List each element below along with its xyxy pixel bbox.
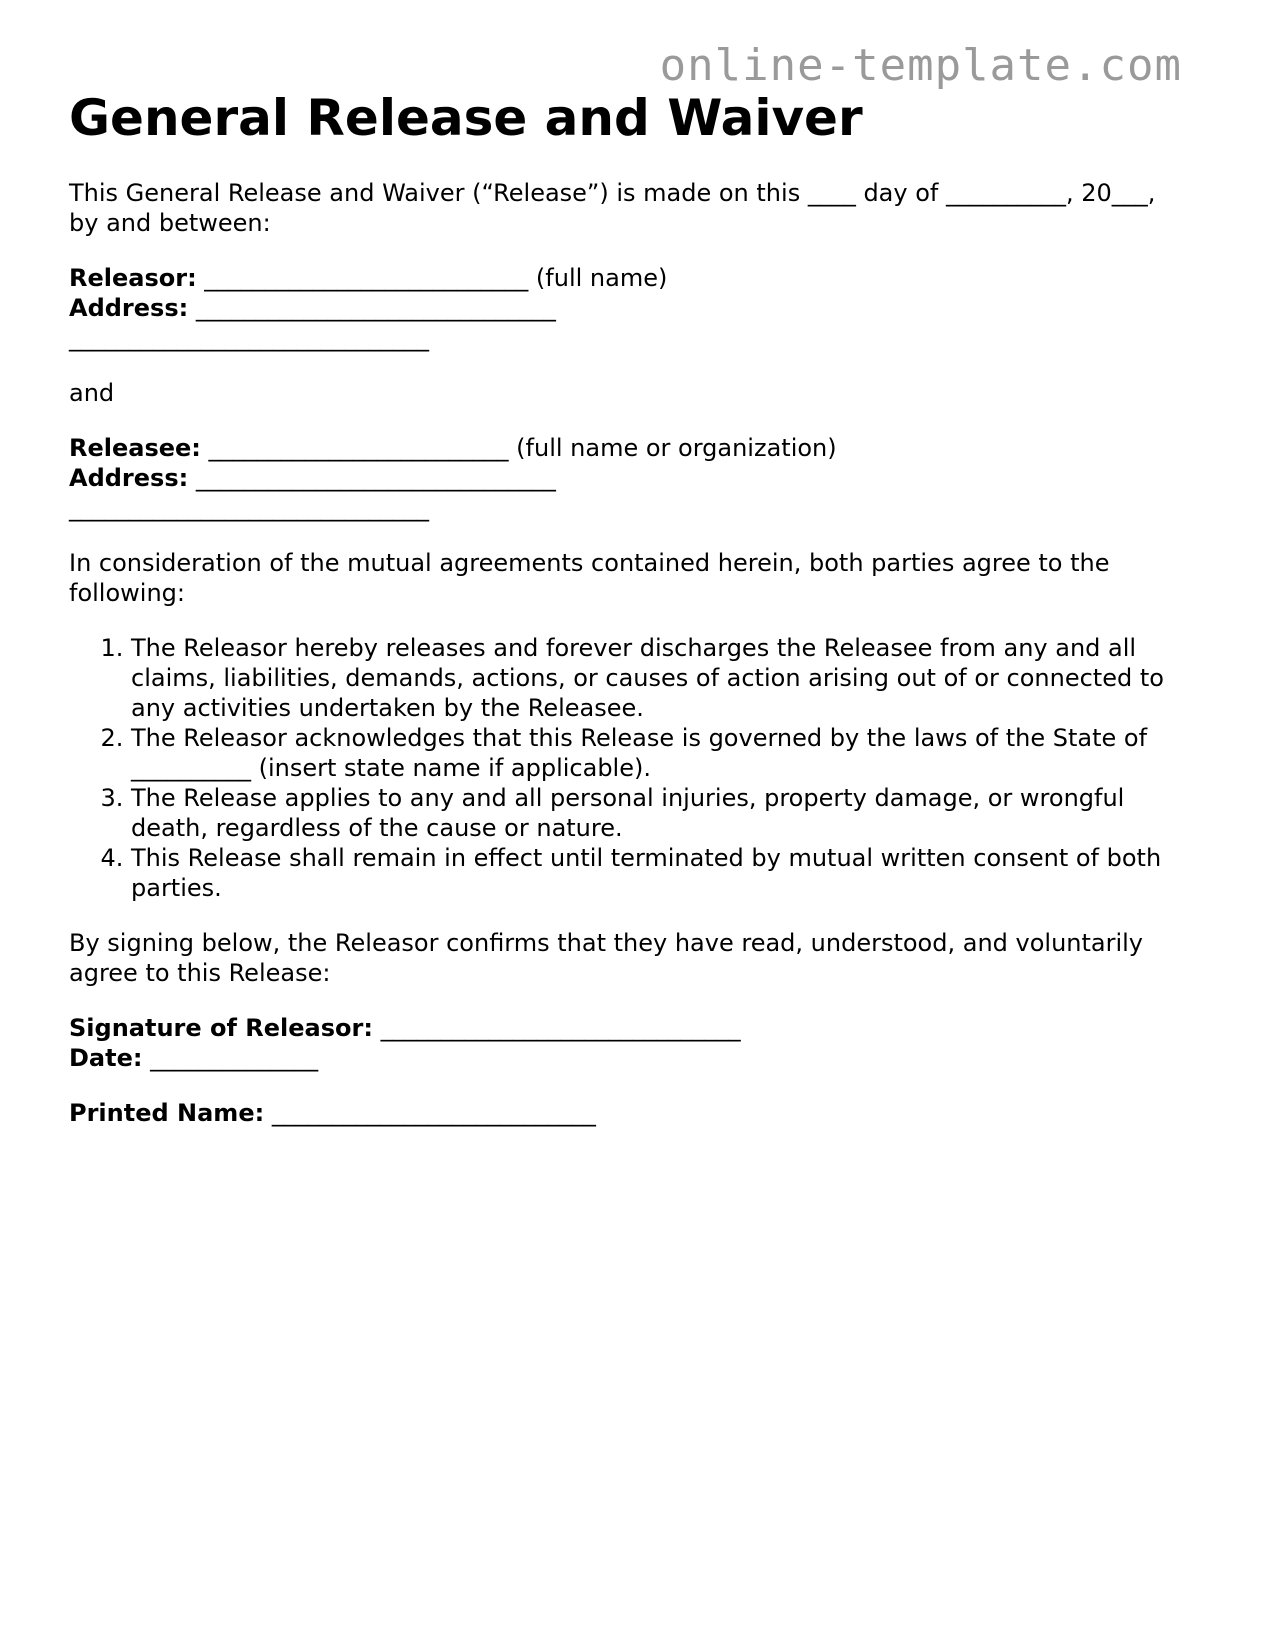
releasor-name-label: Releasor: xyxy=(69,264,197,292)
signature-row xyxy=(69,1013,1199,1043)
releasor-block xyxy=(69,263,1199,353)
releasor-name-field: ___________________________ (full name) xyxy=(196,264,668,292)
and-text: and xyxy=(69,379,115,407)
term-item: 1. The Releasor hereby releases and forever discharges the Releasee from any and all claims, liabilities, demands, actions, or causes of action arising out of or connected to any activities undertaken by the Releasee. xyxy=(131,633,1199,723)
term-item: 4. This Release shall remain in effect until terminated by mutual written consent of both parties. xyxy=(131,843,1199,903)
terms-list xyxy=(69,633,1199,903)
document-title: General Release and Waiver xyxy=(69,89,863,147)
releasor-address-label: Address: xyxy=(69,294,189,322)
releasee-block xyxy=(69,433,1199,523)
term-item: 3. The Release applies to any and all personal injuries, property damage, or wrongful death, regardless of the cause or nature. xyxy=(131,783,1199,843)
consideration-paragraph: In consideration of the mutual agreements contained herein, both parties agree to the following: xyxy=(69,549,1110,607)
confirmation-paragraph: By signing below, the Releasor confirms that they have read, understood, and voluntarily agree to this Release: xyxy=(69,929,1144,987)
releasor-address-field: ______________________________ xyxy=(188,294,556,322)
releasee-address-row xyxy=(69,463,1199,493)
printed-name-label: Printed Name: xyxy=(69,1099,265,1127)
releasee-name-field: _________________________ (full name or organization) xyxy=(200,434,837,462)
releasee-address-line-2: ______________________________ xyxy=(69,494,429,522)
releasee-address-label: Address: xyxy=(69,464,189,492)
releasor-address-line-2: ______________________________ xyxy=(69,324,429,352)
releasee-name-row xyxy=(69,433,1199,463)
releasor-name-row xyxy=(69,263,1199,293)
intro-line-2: by and between: xyxy=(69,209,271,237)
date-row xyxy=(69,1043,1199,1073)
term-item: 2. The Releasor acknowledges that this Release is governed by the laws of the State of __________ (insert state name if applicable). xyxy=(131,723,1199,783)
date-field: ______________ xyxy=(142,1044,319,1072)
releasor-address-row xyxy=(69,293,1199,323)
signature-field: ______________________________ xyxy=(372,1014,741,1042)
releasee-address-field: ______________________________ xyxy=(188,464,556,492)
printed-name-field: ___________________________ xyxy=(264,1099,596,1127)
watermark: online-template.com xyxy=(659,40,1182,91)
signature-block xyxy=(69,1013,1199,1073)
date-label: Date: xyxy=(69,1044,143,1072)
document-page xyxy=(69,88,1199,1128)
releasee-name-label: Releasee: xyxy=(69,434,201,462)
signature-label: Signature of Releasor: xyxy=(69,1014,373,1042)
intro-paragraph xyxy=(69,178,1199,238)
intro-line-1: This General Release and Waiver (“Release”) is made on this ____ day of __________, 20___, xyxy=(69,179,1156,207)
printed-name-row xyxy=(69,1098,1199,1128)
